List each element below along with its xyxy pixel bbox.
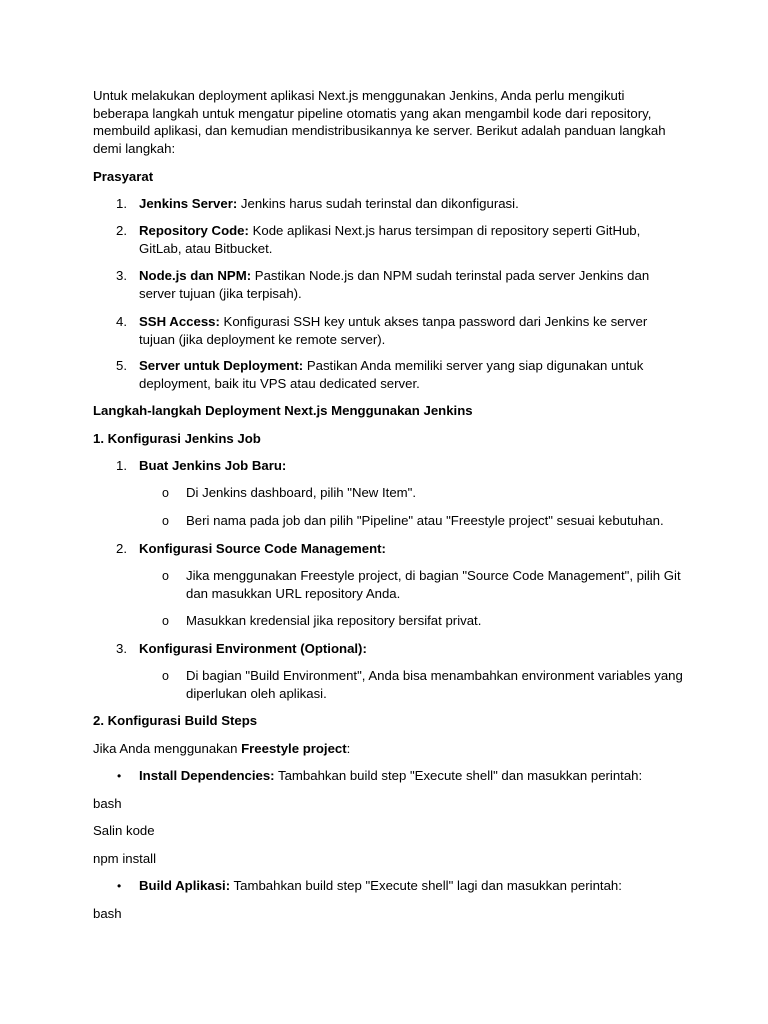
langkah-heading: Langkah-langkah Deployment Next.js Menggunakan Jenkins	[93, 403, 473, 418]
code-line: npm install	[93, 851, 157, 866]
bullet-dot: •	[117, 879, 122, 893]
list-number: 1.	[116, 458, 127, 473]
circle-bullet: o	[162, 486, 169, 500]
code-language-label: bash	[93, 796, 122, 811]
sub-list-item: Masukkan kredensial jika repository bersifat privat.	[186, 613, 482, 628]
section2-heading: 2. Konfigurasi Build Steps	[93, 713, 258, 728]
list-number: 2.	[116, 223, 127, 238]
sub-list-item: Jika menggunakan Freestyle project, di bagian "Source Code Management", pilih Git dan masukkan URL repository Anda.	[186, 568, 681, 601]
item-label: Repository Code:	[139, 223, 249, 238]
freestyle-intro-bold: Freestyle project	[241, 741, 347, 756]
item-label: Install Dependencies:	[139, 768, 275, 783]
list-item	[139, 195, 684, 213]
circle-bullet: o	[162, 569, 169, 583]
freestyle-intro	[93, 740, 683, 758]
freestyle-intro-pre: Jika Anda menggunakan	[93, 741, 242, 756]
list-item	[139, 313, 684, 348]
item-label: Jenkins Server:	[139, 196, 238, 211]
item-text: Kode aplikasi Next.js harus tersimpan di repository seperti GitHub, GitLab, atau Bitbucket.	[139, 223, 641, 256]
circle-bullet: o	[162, 514, 169, 528]
code-language-label: bash	[93, 906, 122, 921]
section1-heading: 1. Konfigurasi Jenkins Job	[93, 431, 261, 446]
item-text: Pastikan Node.js dan NPM sudah terinstal pada server Jenkins dan server tujuan (jika terpisah).	[139, 268, 650, 301]
item-label: SSH Access:	[139, 314, 220, 329]
bullet-item-install	[139, 767, 684, 785]
list-item-label: Buat Jenkins Job Baru:	[139, 458, 287, 473]
list-number: 5.	[116, 358, 127, 373]
item-text: Tambahkan build step "Execute shell" lagi dan masukkan perintah:	[230, 878, 622, 893]
list-item	[139, 267, 684, 302]
copy-code-button[interactable]: Salin kode	[93, 823, 155, 838]
circle-bullet: o	[162, 614, 169, 628]
item-text: Konfigurasi SSH key untuk akses tanpa password dari Jenkins ke server tujuan (jika deployment ke remote server).	[139, 314, 648, 347]
item-label: Server untuk Deployment:	[139, 358, 304, 373]
list-item	[139, 222, 684, 257]
sub-list-item: Beri nama pada job dan pilih "Pipeline" atau "Freestyle project" sesuai kebutuhan.	[186, 513, 664, 528]
circle-bullet: o	[162, 669, 169, 683]
item-text: Jenkins harus sudah terinstal dan dikonfigurasi.	[237, 196, 519, 211]
item-text: Tambahkan build step "Execute shell" dan masukkan perintah:	[274, 768, 643, 783]
list-number: 3.	[116, 641, 127, 656]
list-number: 4.	[116, 314, 127, 329]
sub-list-item: Di Jenkins dashboard, pilih "New Item".	[186, 485, 416, 500]
list-number: 1.	[116, 196, 127, 211]
list-item	[139, 357, 684, 392]
list-number: 2.	[116, 541, 127, 556]
list-item-label: Konfigurasi Environment (Optional):	[139, 641, 367, 656]
item-text: Pastikan Anda memiliki server yang siap digunakan untuk deployment, baik itu VPS atau dedicated server.	[139, 358, 644, 391]
list-number: 3.	[116, 268, 127, 283]
bullet-dot: •	[117, 769, 122, 783]
list-item-label: Konfigurasi Source Code Management:	[139, 541, 386, 556]
bullet-item-build	[139, 877, 684, 895]
prasyarat-heading: Prasyarat	[93, 169, 154, 184]
item-label: Node.js dan NPM:	[139, 268, 252, 283]
item-label: Build Aplikasi:	[139, 878, 231, 893]
sub-list-item: Di bagian "Build Environment", Anda bisa menambahkan environment variables yang diperlukan oleh aplikasi.	[186, 668, 683, 701]
freestyle-intro-post: :	[346, 741, 351, 756]
intro-paragraph: Untuk melakukan deployment aplikasi Next.js menggunakan Jenkins, Anda perlu mengikuti beberapa langkah untuk mengatur pipeline otomatis yang akan mengambil kode dari repository, membuild aplikasi, dan kemudian mendistribusikannya ke server. Berikut adalah panduan langkah demi langkah:	[93, 88, 666, 156]
